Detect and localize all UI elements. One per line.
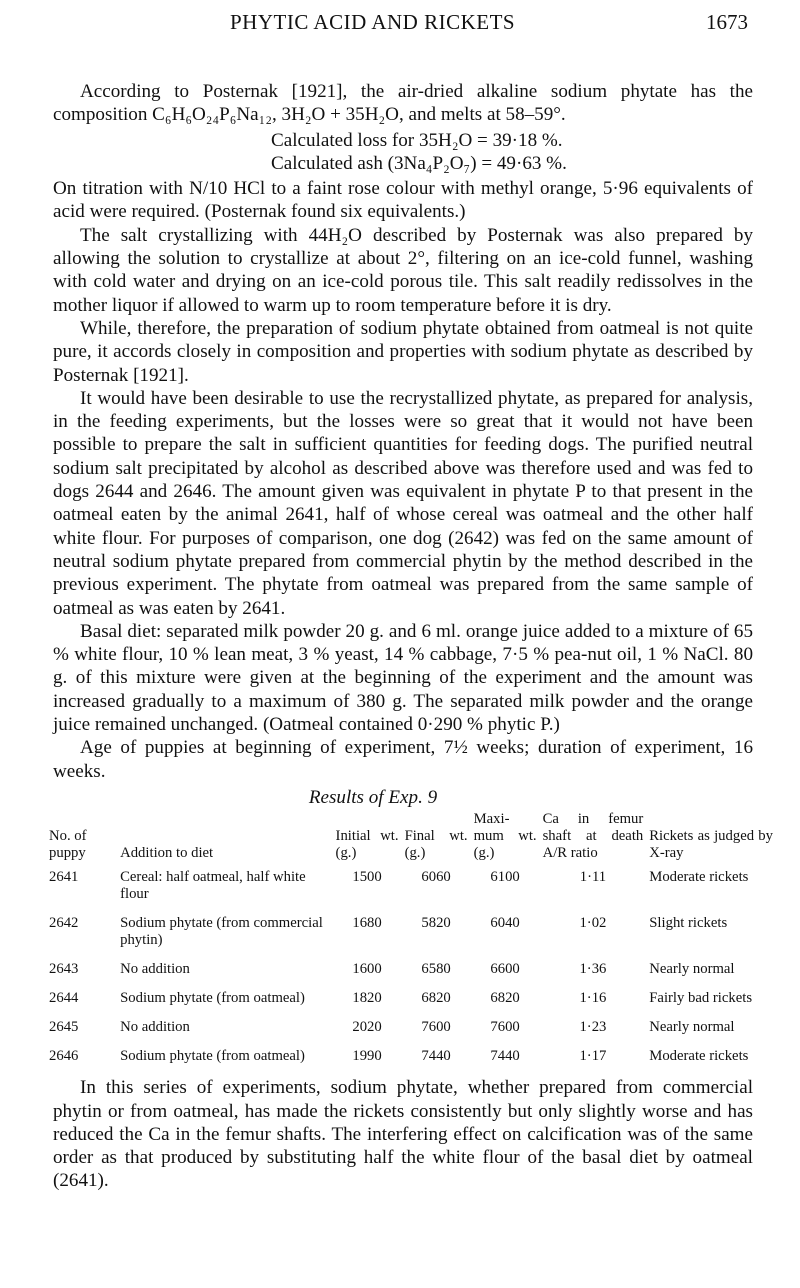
table-row [46,960,776,989]
formula-block [271,129,753,176]
col-header-rickets: Rickets as judged by X-ray [649,828,773,862]
cell-initial: 1600 [352,961,382,978]
running-title: PHYTIC ACID AND RICKETS [230,10,516,34]
table-title: Results of Exp. 9 [308,786,438,808]
cell-max: 6820 [490,990,520,1007]
cell-initial: 1820 [352,990,382,1007]
cell-final: 5820 [421,915,451,932]
formula-loss: Calculated loss for 35H₂O = 39·18 %. [271,129,563,151]
cell-final: 6060 [421,869,451,886]
cell-ratio: 1·16 [579,990,607,1007]
cell-puppy: 2641 [49,869,79,886]
cell-final: 6580 [421,961,451,978]
cell-final: 7440 [421,1048,451,1065]
table-row [46,914,776,960]
col-header-puppy: No. of puppy [49,828,87,862]
cell-max: 7600 [490,1019,520,1036]
running-header [0,10,800,40]
table-header-row [46,811,776,868]
cell-addition: Sodium phytate (from oatmeal) [120,1048,305,1065]
cell-rickets: Nearly normal [649,1019,735,1036]
cell-initial: 1990 [352,1048,382,1065]
page-number: 1673 [706,10,748,34]
cell-max: 6040 [490,915,520,932]
cell-addition: Cereal: half oatmeal, half white flour [120,869,306,903]
table-row [46,1047,776,1076]
cell-addition: Sodium phytate (from commercial phytin) [120,915,323,949]
paragraph-crystallization: The salt crystallizing with 44H₂O described by Posternak was also prepared by allowing the solution to crystallize at about 2°, filtering on an ice-cold funnel, washing with cold water and drying on an ice-cold porous tile. This salt readily redissolves in the mother liquor if allowed to warm up to room temperature before it is dry. [53,224,753,316]
results-table [46,811,776,1076]
cell-initial: 1680 [352,915,382,932]
paragraph-titration: On titration with N/10 HCl to a faint rose colour with methyl orange, 5·96 equivalents of acid were required. (Posternak found six equivalents.) [53,178,753,223]
col-header-final: Final wt. (g.) [404,828,468,862]
article-body [49,80,773,1193]
cell-puppy: 2646 [49,1048,79,1065]
cell-max: 6100 [490,869,520,886]
paragraph-basal-diet: Basal diet: separated milk powder 20 g. and 6 ml. orange juice added to a mixture of 65 % white flour, 10 % lean meat, 3 % yeast, 14 % cabbage, 7·5 % pea-nut oil, 1 % NaCl. 80 g. of this mixture were given at the beginning of the experiment and the amount was increased gradually to a maximum of 380 g. The separated milk powder and the orange juice remained unchanged. (Oatmeal contained 0·290 % phytic P.) [53,620,753,736]
cell-puppy: 2644 [49,990,79,1007]
table-row [46,1018,776,1047]
table-row [46,989,776,1018]
cell-addition: No addition [120,1019,190,1036]
cell-rickets: Nearly normal [649,961,735,978]
paragraph-conclusion: In this series of experiments, sodium phytate, whether prepared from commercial phytin or from oatmeal, has made the rickets consistently but only slightly worse and has reduced the Ca in the femur shafts. The interfering effect on calcification was of the same order as that produced by substituting half the white flour of the basal diet by oatmeal (2641). [53,1077,753,1192]
cell-rickets: Fairly bad rickets [649,990,753,1007]
col-header-ca-ratio: Ca in femur shaft at death A/R ratio [542,811,644,862]
paragraph-feeding: It would have been desirable to use the recrystallized phytate, as prepared for analysis, in the feeding experiments, but the losses were so great that it would not have been possible to prepare the salt in sufficient quantities for feeding dogs. The purified neutral sodium salt precipitated by alcohol as described above was therefore used and was fed to dogs 2644 and 2646. The amount given was equivalent in phytate P to that present in the oatmeal eaten by the animal 2641, half of whose cereal was oatmeal and the other half white flour. For purposes of comparison, one dog (2642) was fed on the same amount of neutral sodium phytate prepared from commercial phytin by the method described in the previous experiment. The phytate from oatmeal was prepared from the same sample of oatmeal as was eaten by 2641. [53,387,753,619]
cell-ratio: 1·17 [579,1048,607,1065]
cell-puppy: 2645 [49,1019,79,1036]
cell-max: 6600 [490,961,520,978]
cell-ratio: 1·11 [579,869,607,886]
cell-rickets: Moderate rickets [649,1048,749,1065]
cell-rickets: Slight rickets [649,915,728,932]
cell-puppy: 2642 [49,915,79,932]
cell-ratio: 1·23 [579,1019,607,1036]
cell-puppy: 2643 [49,961,79,978]
paragraph-purity: While, therefore, the preparation of sodium phytate obtained from oatmeal is not quite pure, it accords closely in composition and properties with sodium phytate as described by Posternak [1921]. [53,317,753,386]
cell-initial: 2020 [352,1019,382,1036]
cell-addition: Sodium phytate (from oatmeal) [120,990,305,1007]
cell-ratio: 1·02 [579,915,607,932]
col-header-max: Maxi-mum wt. (g.) [473,811,537,862]
col-header-initial: Initial wt. (g.) [335,828,399,862]
cell-final: 6820 [421,990,451,1007]
cell-initial: 1500 [352,869,382,886]
cell-addition: No addition [120,961,190,978]
cell-final: 7600 [421,1019,451,1036]
cell-rickets: Moderate rickets [649,869,749,886]
formula-ash: Calculated ash (3Na₄P₂O₇) = 49·63 %. [271,152,567,174]
col-header-addition: Addition to diet [120,845,214,862]
paragraph-composition: According to Posternak [1921], the air-dried alkaline sodium phytate has the composition C₆H₆O₂₄P₆Na₁₂, 3H₂O + 35H₂O, and melts at 58–59°. [53,81,753,126]
table-row [46,868,776,914]
cell-ratio: 1·36 [579,961,607,978]
paragraph-age: Age of puppies at beginning of experiment, 7½ weeks; duration of experiment, 16 weeks. [53,737,753,782]
cell-max: 7440 [490,1048,520,1065]
